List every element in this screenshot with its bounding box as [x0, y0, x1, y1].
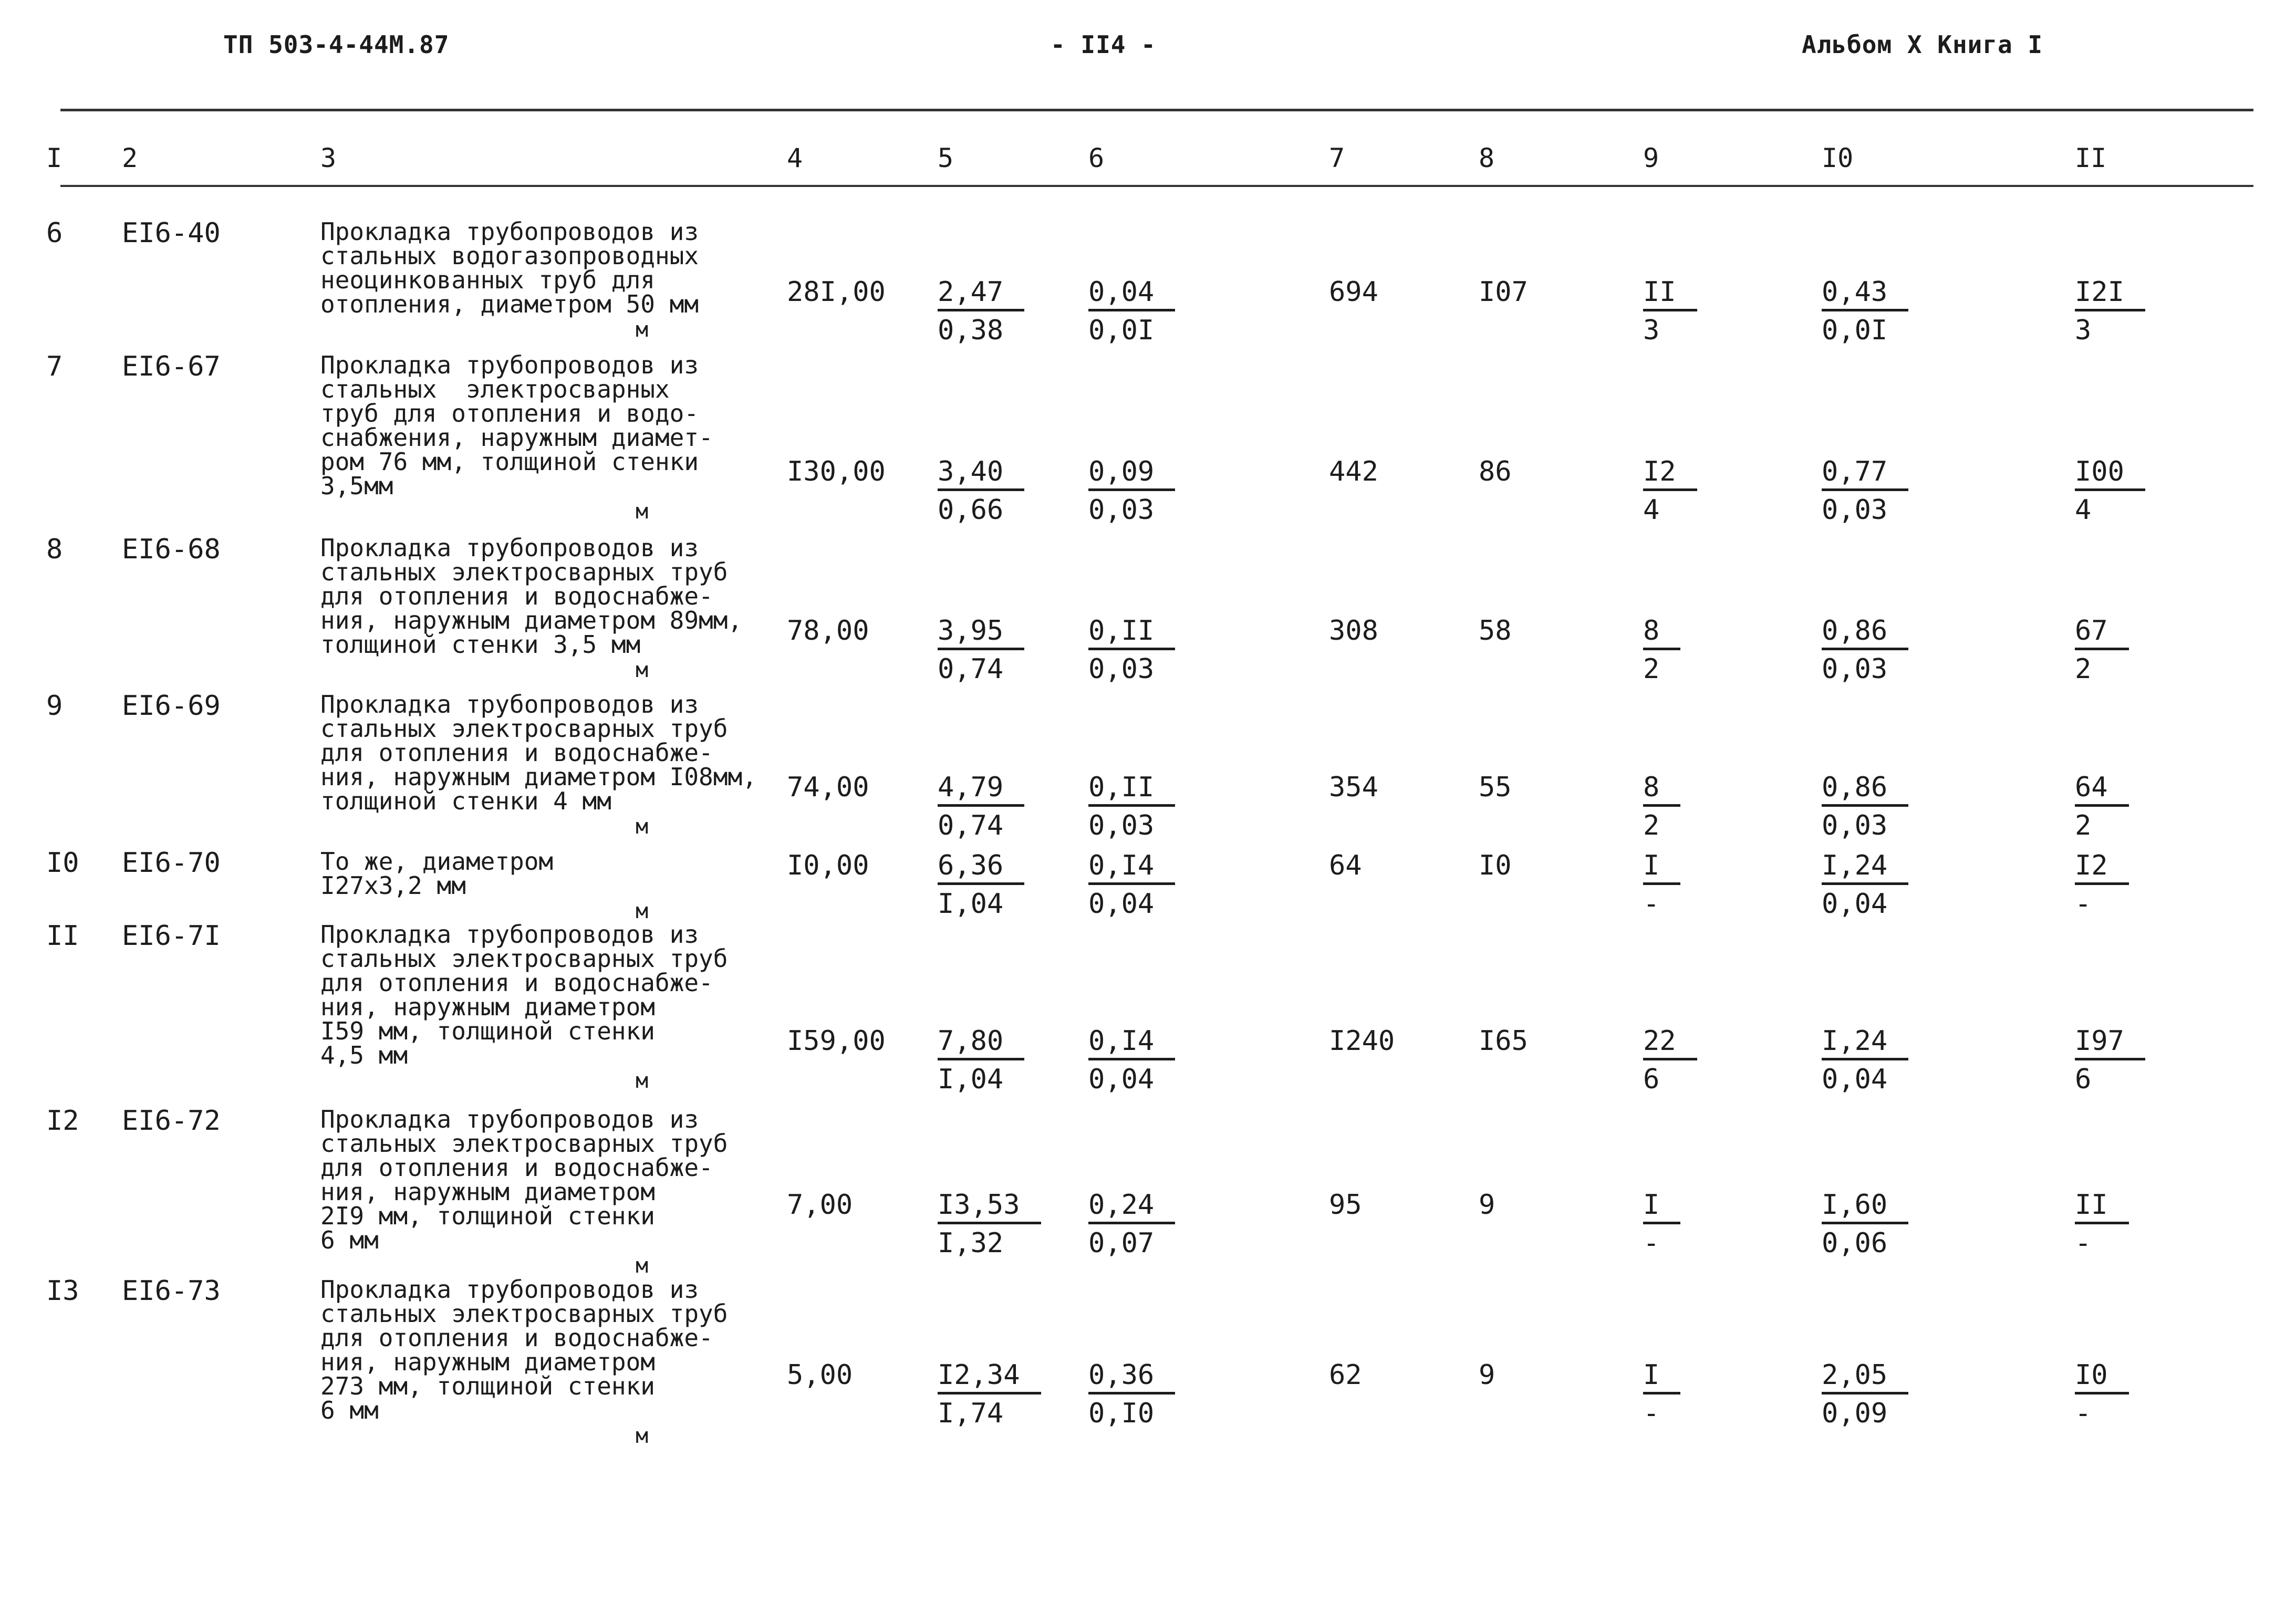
- unit-of-measure: м: [636, 1254, 649, 1278]
- column-number: 8: [1479, 143, 1495, 173]
- unit-cost: [938, 617, 1024, 683]
- total-fraction: [1643, 278, 1697, 344]
- unit-cost-secondary: [1088, 617, 1175, 683]
- unit-cost-denominator: 0,66: [938, 494, 1004, 526]
- unit-cost-secondary-numerator: 0,24: [1088, 1191, 1175, 1224]
- total-fraction-denominator: 6: [1643, 1064, 1660, 1095]
- unit-cost: [938, 1191, 1041, 1257]
- column-number: 7: [1329, 143, 1345, 173]
- labor-total-numerator: 64: [2075, 774, 2129, 807]
- unit-cost-denominator: 0,38: [938, 315, 1004, 346]
- total-fraction-denominator: 4: [1643, 494, 1660, 526]
- unit-cost-denominator: I,04: [938, 888, 1004, 920]
- labor-total: [2075, 458, 2145, 524]
- row-number: II: [46, 920, 79, 952]
- labor-unit: [1822, 774, 1908, 839]
- labor-total: [2075, 774, 2129, 839]
- labor-total: [2075, 852, 2129, 918]
- labor-unit-denominator: 0,09: [1822, 1398, 1888, 1429]
- total-fraction-denominator: -: [1643, 1398, 1660, 1429]
- labor-unit-denominator: 0,03: [1822, 810, 1888, 841]
- total-fraction-numerator: II: [1643, 278, 1697, 311]
- labor-unit: [1822, 1191, 1908, 1257]
- total-cost-secondary: 9: [1479, 1189, 1495, 1221]
- unit-cost-secondary: [1088, 1027, 1175, 1093]
- column-number: 9: [1643, 143, 1659, 173]
- total-cost: 62: [1329, 1359, 1362, 1391]
- unit-cost-secondary-denominator: 0,I0: [1088, 1398, 1155, 1429]
- labor-total-denominator: 6: [2075, 1064, 2092, 1095]
- rate-code: EI6-68: [122, 534, 221, 565]
- unit-cost-secondary-denominator: 0,04: [1088, 1064, 1155, 1095]
- unit-cost-numerator: I2,34: [938, 1361, 1041, 1395]
- labor-total-denominator: 3: [2075, 315, 2092, 346]
- unit-cost-secondary-denominator: 0,03: [1088, 494, 1155, 526]
- quantity: I30,00: [787, 456, 886, 487]
- unit-cost: [938, 1027, 1024, 1093]
- total-fraction-denominator: 2: [1643, 810, 1660, 841]
- total-cost: 694: [1329, 276, 1378, 308]
- unit-cost-secondary-numerator: 0,II: [1088, 617, 1175, 650]
- unit-cost: [938, 774, 1024, 839]
- row-number: I3: [46, 1275, 79, 1307]
- unit-cost-secondary-numerator: 0,36: [1088, 1361, 1175, 1395]
- unit-cost: [938, 1361, 1041, 1427]
- unit-of-measure: м: [636, 499, 649, 524]
- total-fraction-numerator: I2: [1643, 458, 1697, 491]
- total-cost-secondary: I07: [1479, 276, 1528, 308]
- unit-cost-numerator: 7,80: [938, 1027, 1024, 1060]
- row-number: 7: [46, 351, 63, 382]
- quantity: 28I,00: [787, 276, 886, 308]
- row-number: 9: [46, 690, 63, 722]
- total-fraction-denominator: 3: [1643, 315, 1660, 346]
- unit-cost-secondary: [1088, 458, 1175, 524]
- column-number: I: [46, 143, 63, 173]
- total-fraction: [1643, 1191, 1680, 1257]
- unit-cost-secondary-denominator: 0,03: [1088, 653, 1155, 685]
- total-fraction-denominator: 2: [1643, 653, 1660, 685]
- total-fraction: [1643, 1361, 1680, 1427]
- labor-unit-denominator: 0,03: [1822, 653, 1888, 685]
- quantity: I0,00: [787, 850, 869, 881]
- labor-total: [2075, 1191, 2129, 1257]
- quantity: I59,00: [787, 1025, 886, 1057]
- labor-unit-numerator: 0,77: [1822, 458, 1908, 491]
- labor-unit: [1822, 458, 1908, 524]
- total-fraction: [1643, 852, 1680, 918]
- unit-cost-numerator: 6,36: [938, 852, 1024, 885]
- quantity: 7,00: [787, 1189, 853, 1221]
- unit-cost-secondary-denominator: 0,04: [1088, 888, 1155, 920]
- unit-of-measure: м: [636, 658, 649, 682]
- unit-cost-numerator: 4,79: [938, 774, 1024, 807]
- work-description: Прокладка трубопроводов из стальных электросварных труб для отопления и водоснабже- ния, наружным диаметром I08мм, толщиной стенки 4 мм: [320, 690, 757, 815]
- row-number: 6: [46, 217, 63, 249]
- labor-unit-denominator: 0,03: [1822, 494, 1888, 526]
- work-description: Прокладка трубопроводов из стальных электросварных труб для отопления и водоснабже- ния, наружным диаметром 273 мм, толщиной стенки 6 мм: [320, 1275, 728, 1424]
- labor-total-denominator: 2: [2075, 653, 2092, 685]
- rate-code: EI6-40: [122, 217, 221, 249]
- unit-cost-numerator: 3,40: [938, 458, 1024, 491]
- unit-cost-numerator: 3,95: [938, 617, 1024, 650]
- total-fraction-numerator: 8: [1643, 774, 1680, 807]
- column-number: 3: [320, 143, 337, 173]
- labor-unit: [1822, 1027, 1908, 1093]
- total-fraction-numerator: 8: [1643, 617, 1680, 650]
- labor-total-numerator: I2I: [2075, 278, 2145, 311]
- labor-total-denominator: -: [2075, 888, 2092, 920]
- column-number: 4: [787, 143, 803, 173]
- labor-unit-denominator: 0,06: [1822, 1227, 1888, 1259]
- column-number: 2: [122, 143, 138, 173]
- unit-cost-secondary-denominator: 0,0I: [1088, 315, 1155, 346]
- total-cost: I240: [1329, 1025, 1395, 1057]
- labor-total-denominator: 4: [2075, 494, 2092, 526]
- album-book-label: Альбом X Книга I: [1802, 30, 2043, 59]
- rate-code: EI6-69: [122, 690, 221, 722]
- labor-unit-numerator: 2,05: [1822, 1361, 1908, 1395]
- labor-unit-numerator: I,24: [1822, 1027, 1908, 1060]
- quantity: 5,00: [787, 1359, 853, 1391]
- total-fraction-numerator: 22: [1643, 1027, 1697, 1060]
- labor-total-numerator: I00: [2075, 458, 2145, 491]
- labor-unit: [1822, 617, 1908, 683]
- column-number: I0: [1822, 143, 1854, 173]
- total-fraction-denominator: -: [1643, 888, 1660, 920]
- rate-code: EI6-73: [122, 1275, 221, 1307]
- labor-total-numerator: I2: [2075, 852, 2129, 885]
- unit-cost-denominator: I,04: [938, 1064, 1004, 1095]
- labor-unit: [1822, 1361, 1908, 1427]
- quantity: 74,00: [787, 772, 869, 803]
- labor-total-numerator: 67: [2075, 617, 2129, 650]
- total-fraction: [1643, 617, 1680, 683]
- unit-cost-secondary-numerator: 0,I4: [1088, 1027, 1175, 1060]
- work-description: Прокладка трубопроводов из стальных электросварных труб для отопления и водо- снабжения, наружным диамет- ром 76 мм, толщиной стенки 3,5мм: [320, 351, 713, 500]
- rate-code: EI6-70: [122, 847, 221, 879]
- total-fraction: [1643, 1027, 1697, 1093]
- total-fraction-numerator: I: [1643, 1191, 1680, 1224]
- unit-cost-secondary-denominator: 0,03: [1088, 810, 1155, 841]
- page-number: - II4 -: [1051, 30, 1156, 59]
- labor-total: [2075, 1361, 2129, 1427]
- total-cost: 442: [1329, 456, 1378, 487]
- labor-total: [2075, 1027, 2145, 1093]
- work-description: То же, диаметром I27x3,2 мм: [320, 847, 554, 900]
- labor-unit-denominator: 0,04: [1822, 1064, 1888, 1095]
- unit-cost-denominator: I,74: [938, 1398, 1004, 1429]
- unit-cost-secondary: [1088, 278, 1175, 344]
- labor-total-numerator: I0: [2075, 1361, 2129, 1395]
- labor-unit-numerator: I,24: [1822, 852, 1908, 885]
- top-rule: [60, 109, 2253, 111]
- labor-unit-numerator: I,60: [1822, 1191, 1908, 1224]
- rate-code: EI6-7I: [122, 920, 221, 952]
- unit-cost-secondary: [1088, 852, 1175, 918]
- total-cost-secondary: 58: [1479, 615, 1512, 647]
- unit-cost-secondary: [1088, 1361, 1175, 1427]
- column-rule: [60, 185, 2253, 187]
- work-description: Прокладка трубопроводов из стальных электросварных труб для отопления и водоснабже- ния, наружным диаметром 2I9 мм, толщиной стенки 6 мм: [320, 1105, 728, 1254]
- total-cost: 64: [1329, 850, 1362, 881]
- labor-unit-numerator: 0,86: [1822, 617, 1908, 650]
- work-description: Прокладка трубопроводов из стальных водогазопроводных неоцинкованных труб для отопления, диаметром 50 мм: [320, 217, 699, 318]
- unit-of-measure: м: [636, 1424, 649, 1448]
- unit-of-measure: м: [636, 318, 649, 342]
- unit-of-measure: м: [636, 815, 649, 839]
- unit-cost-secondary-denominator: 0,07: [1088, 1227, 1155, 1259]
- work-description: Прокладка трубопроводов из стальных электросварных труб для отопления и водоснабже- ния, наружным диаметром 89мм, толщиной стенки 3,5 мм: [320, 534, 743, 659]
- column-number: II: [2075, 143, 2107, 173]
- labor-total: [2075, 278, 2145, 344]
- unit-cost-numerator: 2,47: [938, 278, 1024, 311]
- labor-unit: [1822, 278, 1908, 344]
- total-fraction-numerator: I: [1643, 852, 1680, 885]
- row-number: 8: [46, 534, 63, 565]
- unit-cost: [938, 852, 1024, 918]
- work-description: Прокладка трубопроводов из стальных электросварных труб для отопления и водоснабже- ния, наружным диаметром I59 мм, толщиной стенки 4,5 мм: [320, 920, 728, 1069]
- labor-unit: [1822, 852, 1908, 918]
- labor-unit-denominator: 0,04: [1822, 888, 1888, 920]
- unit-cost-secondary-numerator: 0,II: [1088, 774, 1175, 807]
- unit-cost-numerator: I3,53: [938, 1191, 1041, 1224]
- unit-cost: [938, 458, 1024, 524]
- total-cost: 95: [1329, 1189, 1362, 1221]
- labor-total-denominator: 2: [2075, 810, 2092, 841]
- labor-total-denominator: -: [2075, 1227, 2092, 1259]
- total-cost: 354: [1329, 772, 1378, 803]
- column-number: 6: [1088, 143, 1105, 173]
- unit-cost-secondary-numerator: 0,09: [1088, 458, 1175, 491]
- unit-of-measure: м: [636, 899, 649, 923]
- total-cost-secondary: I65: [1479, 1025, 1528, 1057]
- total-cost-secondary: 55: [1479, 772, 1512, 803]
- total-cost-secondary: 86: [1479, 456, 1512, 487]
- total-fraction-denominator: -: [1643, 1227, 1660, 1259]
- labor-unit-denominator: 0,0I: [1822, 315, 1888, 346]
- unit-cost-secondary-numerator: 0,04: [1088, 278, 1175, 311]
- total-fraction: [1643, 458, 1697, 524]
- total-cost: 308: [1329, 615, 1378, 647]
- total-cost-secondary: 9: [1479, 1359, 1495, 1391]
- total-fraction: [1643, 774, 1680, 839]
- unit-cost-secondary-numerator: 0,I4: [1088, 852, 1175, 885]
- unit-cost: [938, 278, 1024, 344]
- unit-cost-secondary: [1088, 774, 1175, 839]
- row-number: I0: [46, 847, 79, 879]
- unit-cost-denominator: I,32: [938, 1227, 1004, 1259]
- total-fraction-numerator: I: [1643, 1361, 1680, 1395]
- unit-cost-denominator: 0,74: [938, 810, 1004, 841]
- quantity: 78,00: [787, 615, 869, 647]
- column-number: 5: [938, 143, 954, 173]
- rate-code: EI6-72: [122, 1105, 221, 1137]
- labor-unit-numerator: 0,43: [1822, 278, 1908, 311]
- labor-total-denominator: -: [2075, 1398, 2092, 1429]
- rate-code: EI6-67: [122, 351, 221, 382]
- labor-total-numerator: I97: [2075, 1027, 2145, 1060]
- labor-unit-numerator: 0,86: [1822, 774, 1908, 807]
- document-code: ТП 503-4-44М.87: [223, 30, 450, 59]
- unit-of-measure: м: [636, 1069, 649, 1093]
- unit-cost-denominator: 0,74: [938, 653, 1004, 685]
- labor-total-numerator: II: [2075, 1191, 2129, 1224]
- total-cost-secondary: I0: [1479, 850, 1512, 881]
- labor-total: [2075, 617, 2129, 683]
- row-number: I2: [46, 1105, 79, 1137]
- unit-cost-secondary: [1088, 1191, 1175, 1257]
